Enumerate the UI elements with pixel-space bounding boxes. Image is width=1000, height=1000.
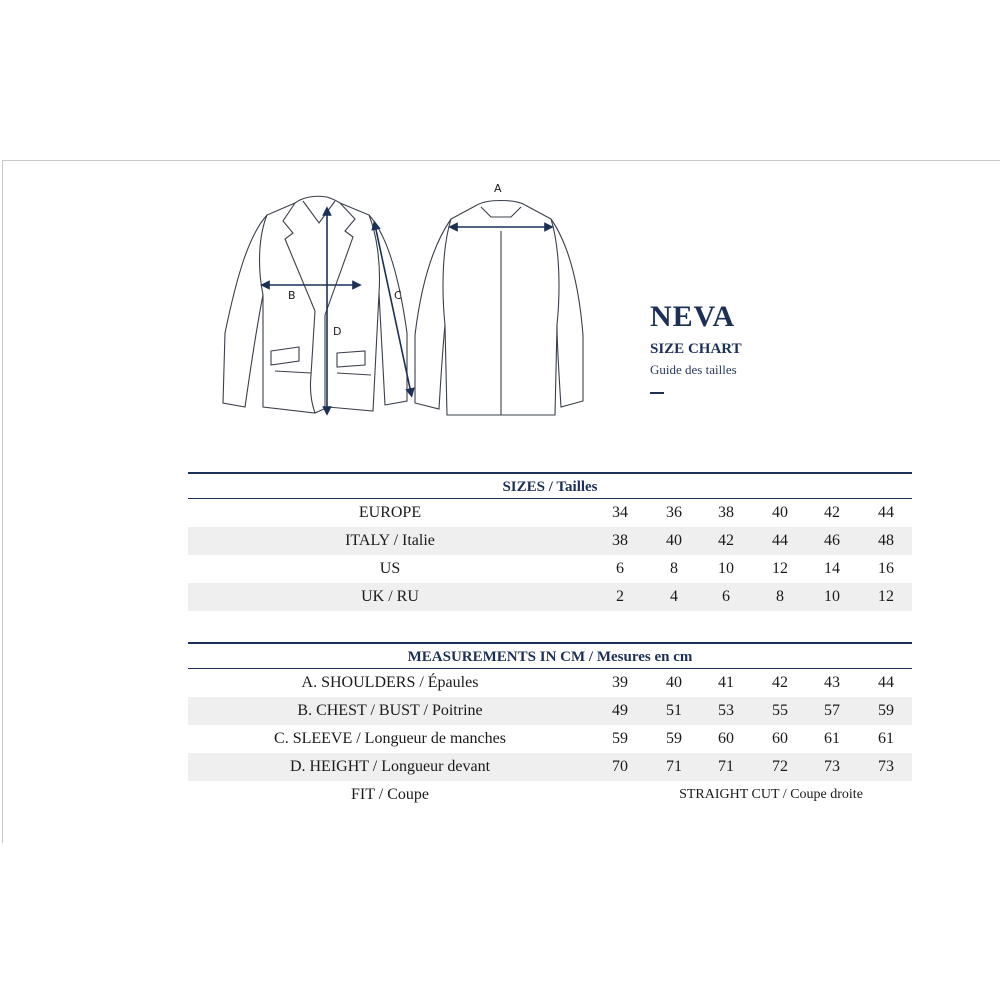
- product-title: NEVA: [650, 300, 736, 333]
- measurement-row-value: 71: [718, 758, 734, 775]
- size-row-value: 12: [772, 560, 788, 577]
- measurement-row: [188, 725, 912, 753]
- fit-label: FIT / Coupe: [351, 786, 429, 803]
- measurement-row-value: 61: [824, 730, 840, 747]
- size-row-label: ITALY / Italie: [345, 532, 435, 549]
- measurement-row-value: 51: [666, 702, 682, 719]
- size-chart-heading-fr: Guide des tailles: [650, 362, 737, 377]
- measurement-row: [188, 669, 912, 697]
- measurement-row-label: A. SHOULDERS / Épaules: [301, 674, 479, 691]
- size-row-value: 4: [670, 588, 678, 605]
- measurement-row-label: B. CHEST / BUST / Poitrine: [297, 702, 483, 719]
- measurement-row-value: 60: [718, 730, 734, 747]
- size-row-value: 42: [824, 504, 840, 521]
- label-a: A: [494, 182, 502, 195]
- size-row: [188, 583, 912, 611]
- size-row-value: 6: [722, 588, 730, 605]
- size-row-value: 36: [666, 504, 682, 521]
- size-row-value: 34: [612, 504, 628, 521]
- jacket-diagram: [215, 175, 615, 425]
- measurement-row-value: 59: [666, 730, 682, 747]
- measurement-row-value: 44: [878, 674, 894, 691]
- measurement-row-value: 59: [612, 730, 628, 747]
- measurement-row-value: 49: [612, 702, 628, 719]
- measurement-row-value: 40: [666, 674, 682, 691]
- size-row-value: 16: [878, 560, 894, 577]
- size-row-value: 10: [824, 588, 840, 605]
- measurements-table: [188, 642, 912, 809]
- title-dash: [650, 392, 664, 394]
- size-row-value: 12: [878, 588, 894, 605]
- size-row-value: 6: [616, 560, 624, 577]
- label-c: C: [394, 289, 402, 302]
- measurement-row-value: 55: [772, 702, 788, 719]
- size-row: [188, 527, 912, 555]
- measurements-header: MEASUREMENTS IN CM / Mesures en cm: [407, 649, 693, 665]
- sizes-header: SIZES / Tailles: [502, 479, 598, 495]
- label-d: D: [333, 325, 342, 338]
- measurement-row-value: 73: [878, 758, 894, 775]
- size-row: [188, 555, 912, 583]
- measurement-row: [188, 753, 912, 781]
- size-chart-heading: SIZE CHART: [650, 341, 742, 357]
- size-row-value: 40: [772, 504, 788, 521]
- fit-value: STRAIGHT CUT / Coupe droite: [679, 787, 863, 802]
- size-row-value: 10: [718, 560, 734, 577]
- size-row-value: 40: [666, 532, 682, 549]
- size-row: [188, 499, 912, 527]
- measurement-row-value: 61: [878, 730, 894, 747]
- measurement-row-value: 43: [824, 674, 840, 691]
- measurement-row: [188, 697, 912, 725]
- size-row-value: 38: [612, 532, 628, 549]
- size-row-value: 38: [718, 504, 734, 521]
- measurement-row-value: 70: [612, 758, 628, 775]
- measurement-row-value: 41: [718, 674, 734, 691]
- measurement-row-value: 57: [824, 702, 840, 719]
- size-row-label: UK / RU: [361, 588, 419, 605]
- size-row-value: 44: [772, 532, 788, 549]
- size-row-label: EUROPE: [358, 504, 422, 521]
- size-row-value: 48: [878, 532, 894, 549]
- measurement-row-label: D. HEIGHT / Longueur devant: [289, 758, 491, 775]
- measurement-row-value: 42: [772, 674, 788, 691]
- fit-row: [188, 781, 912, 809]
- measurement-row-value: 71: [666, 758, 682, 775]
- size-row-value: 8: [670, 560, 678, 577]
- size-row-value: 8: [776, 588, 784, 605]
- size-row-value: 44: [878, 504, 894, 521]
- size-row-value: 14: [824, 560, 840, 577]
- measurement-row-value: 60: [772, 730, 788, 747]
- jacket-back-drawing: [415, 201, 583, 416]
- title-block: [650, 300, 742, 394]
- size-row-label: US: [379, 560, 401, 577]
- size-row-value: 42: [718, 532, 734, 549]
- measurement-row-value: 72: [772, 758, 788, 775]
- size-row-value: 2: [616, 588, 624, 605]
- size-row-value: 46: [824, 532, 840, 549]
- sizes-table: [188, 472, 912, 611]
- label-b: B: [288, 289, 296, 302]
- jacket-front-drawing: [223, 196, 407, 413]
- measurement-row-value: 73: [824, 758, 840, 775]
- measurement-row-value: 39: [612, 674, 628, 691]
- measurement-row-value: 53: [718, 702, 734, 719]
- measurement-row-label: C. SLEEVE / Longueur de manches: [274, 730, 506, 747]
- measurement-row-value: 59: [878, 702, 894, 719]
